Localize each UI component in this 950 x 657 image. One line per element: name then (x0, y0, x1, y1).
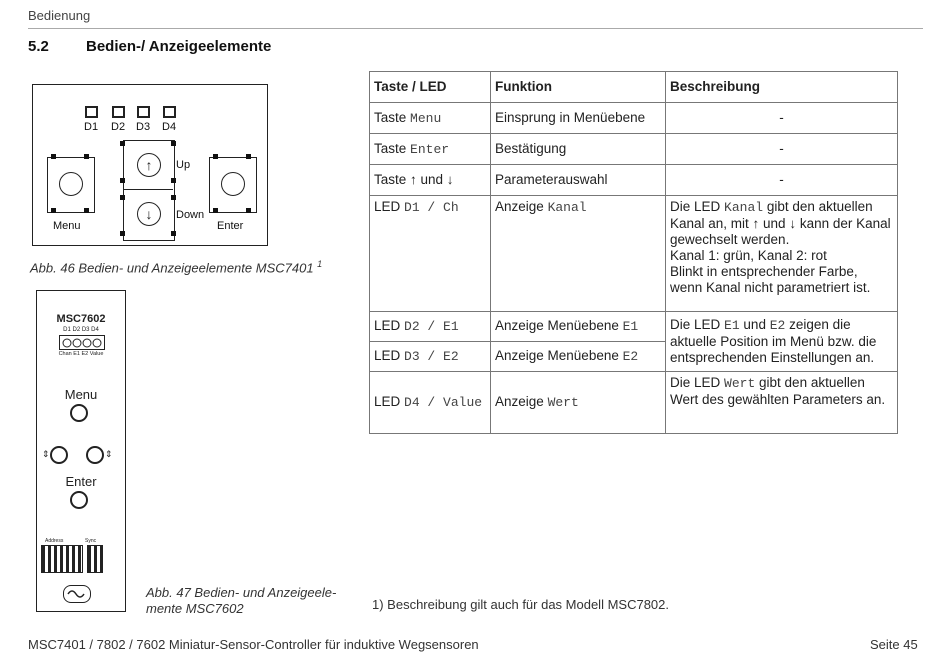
enter-key-corner (246, 208, 251, 213)
led-d3-icon (137, 106, 150, 118)
led-d1-label: D1 (84, 121, 99, 133)
led-d2-label: D2 (111, 121, 126, 133)
table-row (370, 196, 898, 312)
device-enter-label: Enter (65, 474, 97, 489)
table-cell: - (666, 103, 898, 134)
controls-table (369, 71, 898, 434)
footnote-marker: 1 (317, 259, 323, 269)
table-row (370, 134, 898, 165)
table-cell (666, 312, 898, 372)
figure-47-caption-line1: Abb. 47 Bedien- und Anzeigeele- (146, 585, 337, 600)
up-arrow-icon: ↑ (137, 153, 161, 177)
table-cell: - (666, 165, 898, 196)
cell-text: LED (374, 348, 401, 363)
cell-code: E2 (769, 318, 786, 333)
cell-code: Wert (724, 376, 756, 391)
table-cell (370, 134, 491, 165)
down-key-corner (120, 231, 125, 236)
up-key-corner (120, 178, 125, 183)
menu-key-corner (84, 154, 89, 159)
table-cell (666, 372, 898, 434)
table-cell: Taste ↑ und ↓ (370, 165, 491, 196)
figure-msc7602-device (36, 290, 126, 612)
enter-key-corner (213, 154, 218, 159)
table-cell (491, 196, 666, 312)
menu-key-label: Menu (53, 220, 81, 232)
cell-code: E1 (724, 318, 740, 333)
table-cell: - (666, 134, 898, 165)
table-cell (370, 196, 491, 312)
cell-code: D4 / Value (404, 395, 483, 410)
logo-waves-icon (64, 586, 90, 602)
table-cell: Einsprung in Menüebene (491, 103, 666, 134)
led-d1-icon (85, 106, 98, 118)
cell-code: Kanal (724, 200, 764, 215)
cell-text: Anzeige Menüebene (495, 318, 619, 333)
enter-key-label: Enter (217, 220, 244, 232)
device-led-labels: D1 D2 D3 D4 (63, 327, 99, 333)
device-menu-label: Menu (64, 387, 98, 402)
device-sync-dip-switch (87, 545, 103, 573)
down-key-corner (171, 195, 176, 200)
table-header-row (370, 72, 898, 103)
header-divider (28, 28, 923, 29)
down-key-label: Down (176, 209, 205, 221)
table-cell (491, 342, 666, 372)
up-key-corner (120, 141, 125, 146)
device-down-button (86, 446, 104, 464)
up-key-corner (171, 141, 176, 146)
section-number: 5.2 (28, 38, 49, 55)
device-channel-labels: Chan E1 E2 Value (58, 351, 104, 357)
cell-text: gibt den aktuellen Wert des gewählten Parameters an. (670, 375, 886, 407)
cell-code: E1 (622, 319, 639, 334)
enter-key-corner (246, 154, 251, 159)
section-heading: Bedien-/ Anzeigeelemente (86, 38, 272, 55)
figure-46-caption-text: Abb. 46 Bedien- und Anzeigeelemente MSC7401 (30, 260, 314, 276)
menu-key-corner (51, 208, 56, 213)
enter-key-circle-icon (221, 172, 245, 196)
column-header: Beschreibung (666, 72, 898, 103)
up-down-divider (123, 189, 173, 190)
cell-text: gibt den aktuellen Kanal an, mit ↑ und ↓ kann der Kanal gewechselt werden. (670, 199, 891, 247)
figure-47-caption-line2: mente MSC7602 (146, 601, 244, 616)
led-d4-label: D4 (162, 121, 177, 133)
down-key-corner (171, 231, 176, 236)
cell-text: Taste (374, 140, 407, 156)
running-header: Bedienung (28, 8, 91, 23)
device-led-circles-icon (60, 336, 104, 349)
figure-47-caption (146, 585, 366, 617)
table-row (370, 165, 898, 196)
led-d4-icon (163, 106, 176, 118)
cell-text: LED (374, 394, 401, 409)
device-enter-button (70, 491, 88, 509)
device-menu-button (70, 404, 88, 422)
device-up-button (50, 446, 68, 464)
column-header: Funktion (491, 72, 666, 103)
down-key-corner (120, 195, 125, 200)
device-sync-label: Sync (85, 538, 97, 544)
table-cell (370, 372, 491, 434)
cell-text: Taste (374, 109, 407, 125)
cell-text: zeigen die aktuelle Position im Menü bzw. die entsprechenden Einstellungen an. (670, 317, 877, 365)
cell-text: LED (374, 318, 401, 333)
table-row (370, 312, 898, 342)
cell-text: Die LED (670, 375, 721, 390)
device-address-label: Address (45, 538, 64, 544)
menu-key-corner (51, 154, 56, 159)
cell-text: Die LED (670, 199, 721, 214)
cell-code: Kanal (547, 200, 587, 215)
cell-code: E2 (622, 349, 639, 364)
table-row (370, 103, 898, 134)
table-row (370, 372, 898, 434)
cell-code: Wert (547, 395, 579, 410)
cell-text: Anzeige (495, 394, 544, 409)
cell-code: D1 / Ch (404, 200, 459, 215)
cell-text: Blinkt in entsprechender Farbe, wenn Kanal nicht parametriert ist. (670, 264, 871, 295)
cell-text: Die LED (670, 317, 721, 332)
cell-text: Anzeige Menüebene (495, 348, 619, 363)
enter-key-corner (213, 208, 218, 213)
manufacturer-logo-icon (63, 585, 91, 603)
device-up-small-arrow-icon: ⇕ (42, 449, 50, 459)
page-number: Seite 45 (870, 637, 918, 652)
down-arrow-icon: ↓ (137, 202, 161, 226)
cell-code: D2 / E1 (404, 319, 459, 334)
cell-text: und (743, 317, 766, 332)
table-cell (666, 196, 898, 312)
cell-code: Menu (410, 110, 442, 126)
table-cell (370, 103, 491, 134)
led-d2-icon (112, 106, 125, 118)
table-cell (370, 312, 491, 342)
figure-46-caption (30, 259, 322, 275)
menu-key-circle-icon (59, 172, 83, 196)
cell-code: Enter (410, 141, 450, 157)
device-led-bar (59, 335, 105, 350)
up-key-label: Up (176, 159, 191, 171)
cell-text: Anzeige (495, 199, 544, 214)
footnote: 1) Beschreibung gilt auch für das Modell MSC7802. (372, 597, 669, 612)
footer-product-line: MSC7401 / 7802 / 7602 Miniatur-Sensor-Controller für induktive Wegsensoren (28, 637, 479, 652)
device-down-small-arrow-icon: ⇕ (105, 449, 113, 459)
cell-code: D3 / E2 (404, 349, 459, 364)
table-cell: Bestätigung (491, 134, 666, 165)
menu-key-corner (84, 208, 89, 213)
table-cell (370, 342, 491, 372)
section-title (28, 38, 271, 55)
device-address-dip-switch (41, 545, 83, 573)
table-cell: Parameterauswahl (491, 165, 666, 196)
figure-msc7401-panel (32, 84, 268, 246)
led-d3-label: D3 (136, 121, 151, 133)
cell-text: LED (374, 199, 401, 214)
table-cell (491, 312, 666, 342)
column-header: Taste / LED (370, 72, 491, 103)
cell-text: Kanal 1: grün, Kanal 2: rot (670, 248, 827, 263)
device-model-label: MSC7602 (56, 313, 106, 325)
up-key-corner (171, 178, 176, 183)
table-cell (491, 372, 666, 434)
